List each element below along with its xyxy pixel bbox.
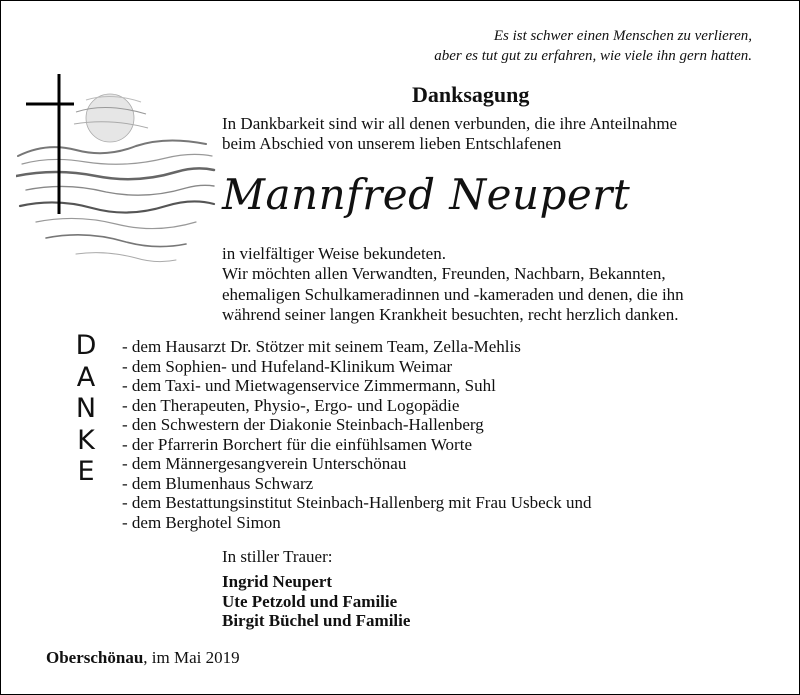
place-name: Oberschönau <box>46 648 144 667</box>
intro-line-1: In Dankbarkeit sind wir all denen verbunden, die ihre Anteilnahme <box>222 114 678 133</box>
list-item: - dem Hausarzt Dr. Stötzer mit seinem Team, Zella-Mehlis <box>122 337 521 356</box>
list-item: - den Therapeuten, Physio-, Ergo- und Logopädie <box>122 395 460 415</box>
date-text: , im Mai 2019 <box>143 648 240 667</box>
motto-quote <box>0 26 752 66</box>
thanks-list <box>122 337 591 532</box>
mourner-name: Birgit Büchel und Familie <box>222 611 411 630</box>
mourning-label: In stiller Trauer: <box>222 547 333 566</box>
danke-letter: N <box>75 393 97 424</box>
list-item: - dem Sophien- und Hufeland-Klinikum Weimar <box>122 356 453 376</box>
motto-line-1: Es ist schwer einen Menschen zu verlieren, <box>493 28 752 44</box>
motto-line-2: aber es tut gut zu erfahren, wie viele ihn gern hatten. <box>434 48 752 64</box>
deceased-name: Mannfred Neupert <box>222 170 631 219</box>
mourners-list <box>222 572 410 631</box>
intro-text <box>222 114 782 154</box>
hills-drawing <box>16 140 214 261</box>
mourner-name: Ingrid Neupert <box>222 572 333 591</box>
place-date <box>46 648 240 668</box>
danke-letter: E <box>77 456 95 487</box>
intro-line-2: beim Abschied von unserem lieben Entschlafenen <box>222 134 562 153</box>
danke-vertical <box>62 330 110 488</box>
list-item: - dem Taxi- und Mietwagenservice Zimmermann, Suhl <box>122 376 496 395</box>
list-item: - dem Berghotel Simon <box>122 512 281 532</box>
landscape-illustration <box>16 72 216 272</box>
paragraph-1: in vielfältiger Weise bekundeten. <box>222 244 446 263</box>
mourner-name: Ute Petzold und Familie <box>222 591 398 611</box>
danke-letter: D <box>75 330 97 361</box>
paragraph-2-line-2: ehemaligen Schulkameradinnen und -kameraden und denen, die ihn <box>222 284 684 304</box>
paragraph-2-line-1: Wir möchten allen Verwandten, Freunden, Nachbarn, Bekannten, <box>222 264 666 283</box>
danke-letter: K <box>77 424 95 456</box>
notice-title: Danksagung <box>412 82 530 107</box>
danke-letter: A <box>76 361 96 393</box>
list-item: - den Schwestern der Diakonie Steinbach-Hallenberg <box>122 415 484 434</box>
sun-drawing <box>74 94 148 142</box>
paragraph-2 <box>222 264 782 326</box>
list-item: - dem Männergesangverein Unterschönau <box>122 454 407 473</box>
list-item: - der Pfarrerin Borchert für die einfühlsamen Worte <box>122 434 472 454</box>
cross-icon <box>26 74 74 214</box>
list-item: - dem Blumenhaus Schwarz <box>122 473 314 493</box>
paragraph-2-line-3: während seiner langen Krankheit besuchten, recht herzlich danken. <box>222 305 679 324</box>
list-item: - dem Bestattungsinstitut Steinbach-Hallenberg mit Frau Usbeck und <box>122 493 592 512</box>
